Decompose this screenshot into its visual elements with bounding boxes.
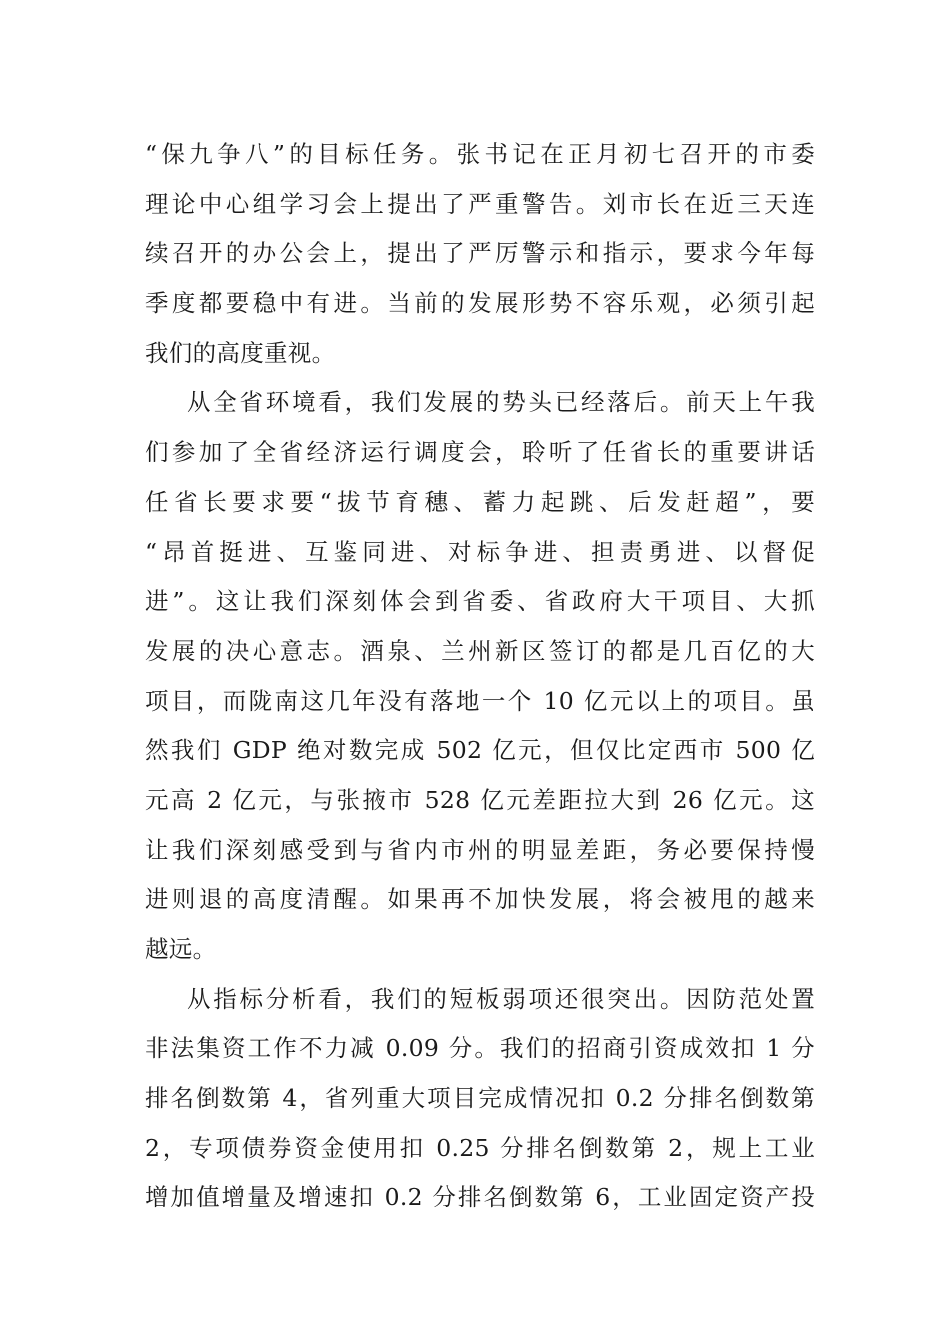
text-line: “保九争八”的目标任务。张书记在正月初七召开的市委 xyxy=(145,140,815,168)
text-line: 2，专项债券资金使用扣 0.25 分排名倒数第 2，规上工业 xyxy=(145,1133,815,1162)
text-line: 理论中心组学习会上提出了严重警告。刘市长在近三天连 xyxy=(145,189,815,218)
text-line: 让我们深刻感受到与省内市州的明显差距，务必要保持慢 xyxy=(145,835,815,864)
text-line: 排名倒数第 4，省列重大项目完成情况扣 0.2 分排名倒数第 xyxy=(145,1084,815,1113)
text-line: 发展的决心意志。酒泉、兰州新区签订的都是几百亿的大 xyxy=(145,636,815,665)
text-line: 续召开的办公会上，提出了严厉警示和指示，要求今年每 xyxy=(145,239,815,268)
text-line: 元高 2 亿元，与张掖市 528 亿元差距拉大到 26 亿元。这 xyxy=(145,785,815,814)
paragraph xyxy=(145,130,815,378)
paragraph xyxy=(145,378,815,974)
text-line: 季度都要稳中有进。当前的发展形势不容乐观，必须引起 xyxy=(145,289,815,318)
text-line: 从全省环境看，我们发展的势头已经落后。前天上午我 xyxy=(187,388,815,417)
body-text xyxy=(145,130,815,1223)
text-line: 越远。 xyxy=(145,935,217,963)
text-line: 进”。这让我们深刻体会到省委、省政府大干项目、大抓 xyxy=(145,587,815,616)
text-line: 任省长要求要“拔节育穗、蓄力起跳、后发赶超”，要 xyxy=(145,487,815,516)
text-line: 从指标分析看，我们的短板弱项还很突出。因防范处置 xyxy=(187,984,815,1013)
text-line: 们参加了全省经济运行调度会，聆听了任省长的重要讲话 xyxy=(145,438,815,467)
text-line: “昂首挺进、互鉴同进、对标争进、担责勇进、以督促 xyxy=(145,537,815,566)
text-line: 项目，而陇南这几年没有落地一个 10 亿元以上的项目。虽 xyxy=(145,686,815,715)
text-line: 进则退的高度清醒。如果再不加快发展，将会被甩的越来 xyxy=(145,885,815,914)
text-line: 增加值增量及增速扣 0.2 分排名倒数第 6，工业固定资产投 xyxy=(145,1183,815,1212)
text-line: 非法集资工作不力减 0.09 分。我们的招商引资成效扣 1 分 xyxy=(145,1034,815,1063)
text-line: 然我们 GDP 绝对数完成 502 亿元，但仅比定西市 500 亿 xyxy=(145,736,815,765)
text-line: 我们的高度重视。 xyxy=(145,338,336,367)
paragraph xyxy=(145,975,815,1223)
